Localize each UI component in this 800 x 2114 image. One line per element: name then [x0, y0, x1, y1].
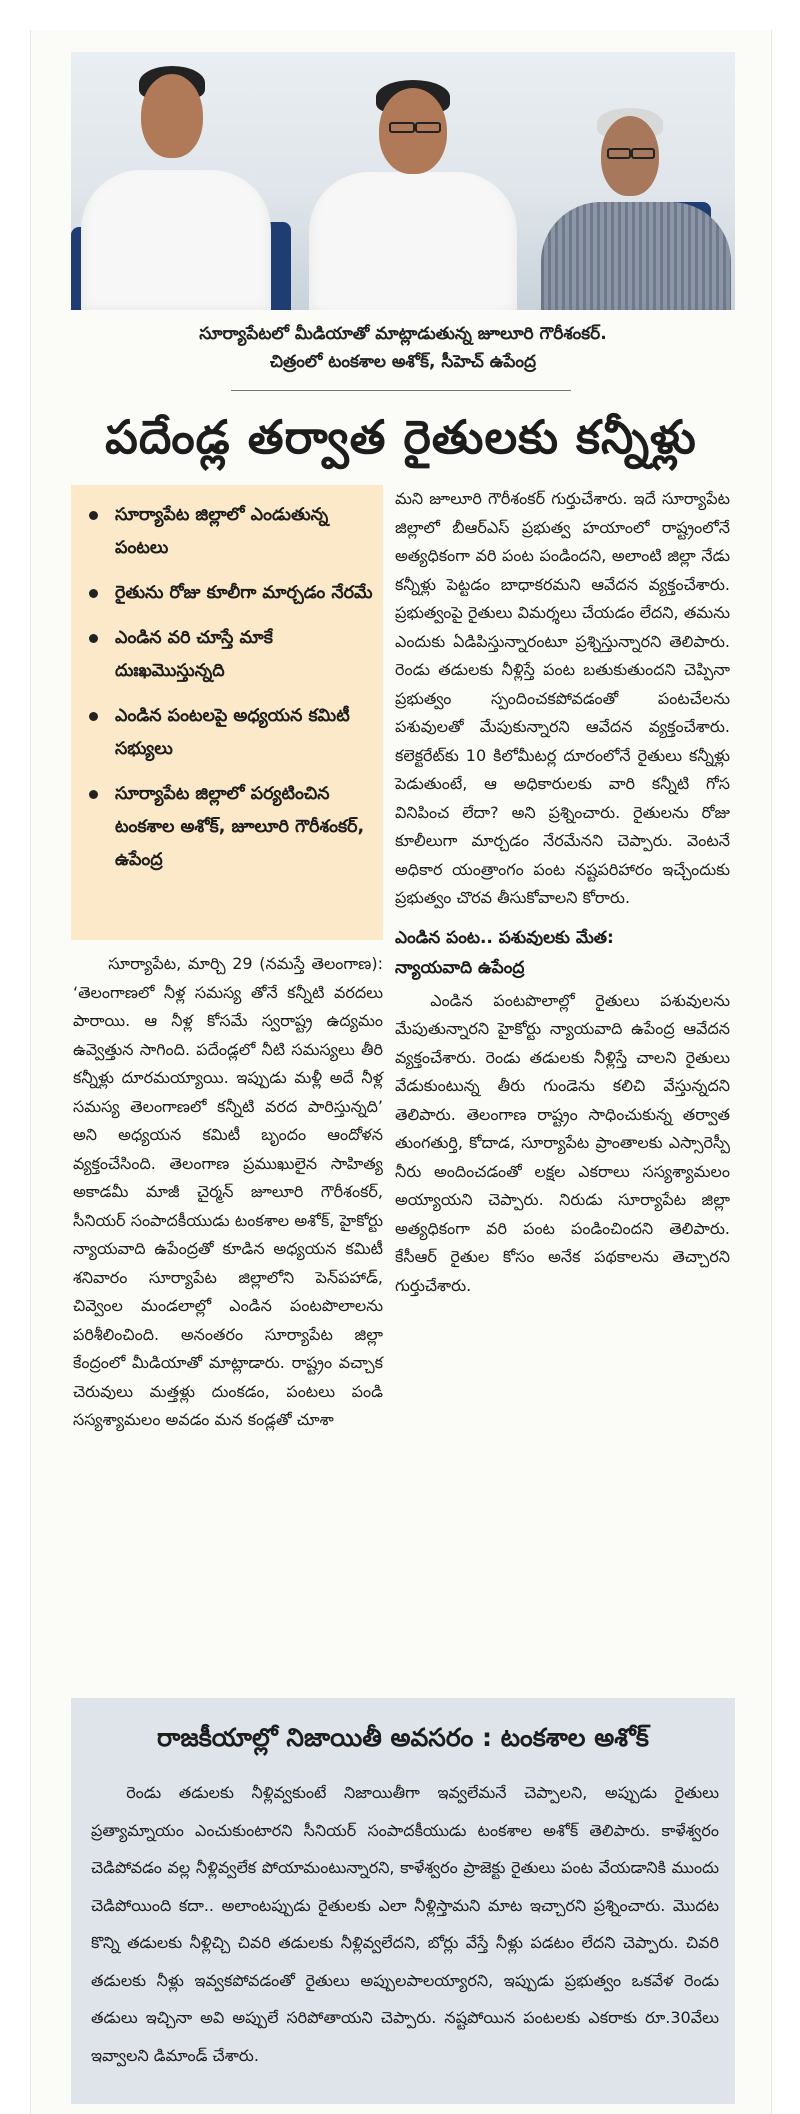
- bullet-icon: [89, 511, 98, 520]
- highlight-text: సూర్యాపేట జిల్లాలో పర్యటించిన టంకశాల అశోక్, జూలూరి గౌరీశంకర్, ఉపేంద్ర: [115, 784, 365, 870]
- bullet-icon: [89, 790, 98, 799]
- highlight-item: [85, 499, 375, 565]
- article-right-column: [395, 485, 730, 1300]
- highlight-text: సూర్యాపేట జిల్లాలో ఎండుతున్న పంటలు: [115, 505, 329, 558]
- sidebar-box: [71, 1698, 735, 2104]
- article-paragraph: ఎండిన పంటపొలాల్లో రైతులు పశువులను మేపుతున్నారని హైకోర్టు న్యాయవాది ఉపేంద్ర ఆవేదన వ్యక్తంచేశారు. రెండు తడులకు నీళ్లిస్తే చాలని రైతులు వేడుకుంటున్న తీరు గుండెను కలిచి వేస్తున్నదని తెలిపారు. తెలంగాణ రాష్ట్రం సాధించుకున్న తర్వాత తుంగతుర్తి, కోదాడ, సూర్యాపేట ప్రాంతాలకు ఎస్సారెస్పీ నీరు అందించడంతో లక్షల ఎకరాలు సస్యశ్యామలం అయ్యాయని చెప్పారు. నిరుడు సూర్యాపేట జిల్లా అత్యధికంగా వరి పంట పండించిందని తెలిపారు. కేసీఆర్ రైతుల కోసం అనేక పథకాలను తెచ్చారని గుర్తుచేశారు.: [395, 990, 730, 1295]
- sidebar-box-text: రెండు తడులకు నీళ్లివ్వకుంటే నిజాయితీగా ఇవ్వలేమనే చెప్పాలని, అప్పుడు రైతులు ప్రత్యామ్నాయం ఎంచుకుంటారని సీనియర్ సంపాదకీయుడు టంకశాల అశోక్ తెలిపారు. కాళేశ్వరం చెడిపోవడం వల్ల నీళ్లివ్వలేక పోయామంటున్నారని, కాళేశ్వరం ప్రాజెక్టు రైతులు పంట వేయడానికి ముందు చెడిపోయింది కదా.. అలాంటప్పుడు రైతులకు ఎలా నీళ్లిస్తామని మాట ఇచ్చారని ప్రశ్నించారు. మొదట కొన్ని తడులకు నీళ్లిచ్చి చివరి తడులకు నీళ్లివ్వలేదని, బోర్లు వేస్తే నీళ్లు పడటం లేదని చెప్పారు. చివరి తడులకు నీళ్లు ఇవ్వకపోవడంతో రైతులు అప్పులపాలయ్యారని, ఇప్పుడు ప్రభుత్వం ఒకవేళ రెండు తడులు ఇచ్చినా అవి అప్పులే సరిపోతాయని చెప్పారు. నష్టపోయిన పంటలకు ఎకరాకు రూ.30వేలు ఇవ్వాలని డిమాండ్ చేశారు.: [91, 1783, 719, 2065]
- highlight-item: [85, 622, 375, 688]
- highlight-text: ఎండిన వరి చూస్తే మాకే దుఃఖమొస్తున్నది: [115, 628, 273, 681]
- highlight-item: [85, 778, 375, 877]
- bullet-icon: [89, 634, 98, 643]
- caption-divider: [231, 390, 571, 391]
- highlight-text: రైతును రోజు కూలీగా మార్చడం నేరమే: [115, 583, 373, 603]
- subheading-line-1: ఎండిన పంట.. పశువులకు మేత:: [395, 927, 614, 948]
- caption-line-2: చిత్రంలో టంకశాల అశోక్, సీహెచ్ ఉపేంద్ర: [269, 352, 537, 372]
- highlight-item: [85, 577, 375, 610]
- sidebar-box-title: రాజకీయాల్లో నిజాయితీ అవసరం : టంకశాల అశోక్: [157, 1723, 649, 1752]
- bullet-icon: [89, 589, 98, 598]
- highlights-box: [71, 485, 383, 940]
- photo-caption: [71, 320, 735, 376]
- highlight-item: [85, 700, 375, 766]
- news-photo: [71, 52, 735, 310]
- caption-line-1: సూర్యాపేటలో మీడియాతో మాట్లాడుతున్న జూలూరి గౌరీశంకర్.: [199, 324, 607, 344]
- highlights-list: [71, 485, 383, 877]
- subheading: [395, 923, 730, 983]
- headline: పదేండ్ల తర్వాత రైతులకు కన్నీళ్లు: [105, 410, 697, 464]
- article-paragraph: మని జూలూరి గౌరీశంకర్ గుర్తుచేశారు. ఇదే సూర్యాపేట జిల్లాలో బీఆర్ఎస్ ప్రభుత్వ హయాంలో రాష్ట్రంలోనే అత్యధికంగా వరి పంట పండిందని, అలాంటి జిల్లా నేడు కన్నీళ్లు పెట్టడం బాధాకరమని ఆవేదన వ్యక్తంచేశారు. ప్రభుత్వంపై రైతులు విమర్శలు చేయడం లేదని, తమను ఎందుకు ఏడిపిస్తున్నారంటూ ప్రశ్నిస్తున్నారని తెలిపారు. రెండు తడులకు నీళ్లిస్తే పంట బతుకుతుందని చెప్పినా ప్రభుత్వం స్పందించకపోవడంతో పంటచేలను పశువులతో మేపుకున్నారని ఆవేదన వ్యక్తంచేశారు. కలెక్టరేట్‌కు 10 కిలోమీటర్ల దూరంలోనే రైతులు కన్నీళ్లు పెడుతుంటే, ఆ అధికారులకు వారి కన్నీటి గోస వినిపించ లేదా? అని ప్రశ్నించారు. రైతులను రోజు కూలీలుగా మార్చడం నేరమేనని చెప్పారు. వెంటనే అధికార యంత్రాంగం పంట నష్టపరిహారం ఇచ్చేందుకు ప్రభుత్వం చొరవ తీసుకోవాలని కోరారు.: [395, 489, 730, 907]
- article-paragraph: సూర్యాపేట, మార్చి 29 (నమస్తే తెలంగాణ): ‘తెలంగాణలో నీళ్ల సమస్య తోనే కన్నీటి వరదలు పారాయి. ఆ నీళ్ల కోసమే స్వరాష్ట్ర ఉద్యమం ఉవ్వెత్తున సాగింది. పదేండ్లలో నీటి సమస్యలు తీరి కన్నీళ్లు దూరమయ్యాయి. ఇప్పుడు మళ్లీ అదే నీళ్ల సమస్య తెలంగాణలో కన్నీటి వరద పారిస్తున్నది’ అని అధ్యయన కమిటీ బృందం ఆందోళన వ్యక్తంచేసింది. తెలంగాణ ప్రముఖులైన సాహిత్య అకాడమీ మాజీ చైర్మన్ జూలూరి గౌరీశంకర్, సీనియర్ సంపాదకీయుడు టంకశాల అశోక్, హైకోర్టు న్యాయవాది ఉపేంద్రతో కూడిన అధ్యయన కమిటీ శనివారం సూర్యాపేట జిల్లాలోని పెన్‌పహాడ్, చివ్వెంల మండలాల్లో ఎండిన పంటపొలాలను పరిశీలించింది. అనంతరం సూర్యాపేట జిల్లా కేంద్రంలో మీడియాతో మాట్లాడారు. రాష్ట్రం వచ్చాక చెరువులు మత్తళ్లు దుంకడం, పంటలు పండి సస్యశ్యామలం అవడం మన కండ్లతో చూశా: [73, 954, 383, 1429]
- subheading-line-2: న్యాయవాది ఉపేంద్ర: [395, 957, 525, 978]
- highlight-text: ఎండిన పంటలపై అధ్యయన కమిటీ సభ్యులు: [115, 706, 350, 759]
- article-left-column: [73, 950, 383, 1435]
- bullet-icon: [89, 712, 98, 721]
- news-clipping: [30, 30, 772, 2114]
